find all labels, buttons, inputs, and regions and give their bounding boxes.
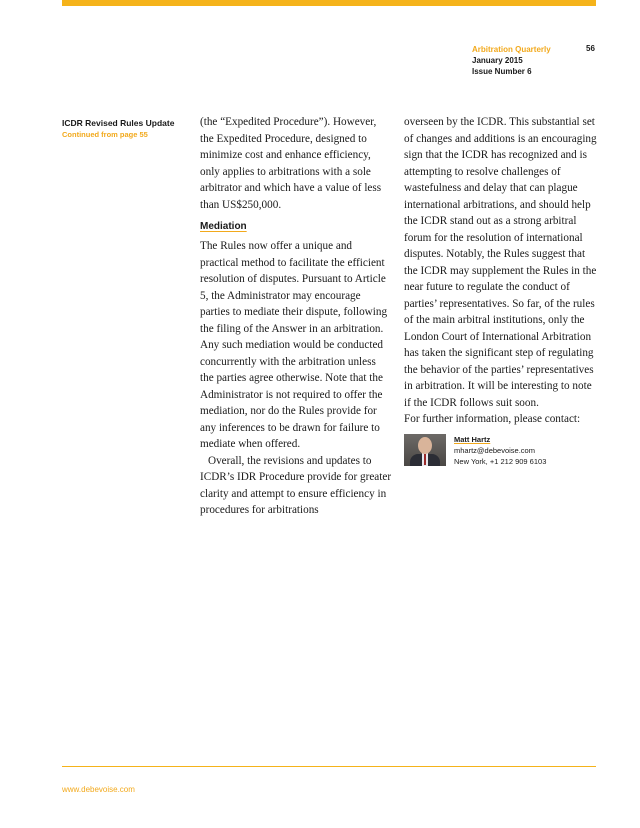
publication-title: Arbitration Quarterly bbox=[472, 45, 551, 54]
section-heading-mediation: Mediation bbox=[200, 221, 247, 232]
contact-phone: New York, +1 212 909 6103 bbox=[454, 456, 547, 466]
continued-from-link[interactable]: Continued from page 55 bbox=[62, 130, 148, 139]
issue-number: Issue Number 6 bbox=[472, 67, 532, 76]
body-column-right bbox=[404, 114, 600, 467]
top-accent-bar bbox=[62, 0, 596, 6]
paragraph: Overall, the revisions and updates to ICDR’s IDR Procedure provide for greater clarity and attempt to ensure efficiency in procedures for arbitrations bbox=[200, 454, 392, 516]
issue-header bbox=[472, 44, 551, 77]
paragraph: (the “Expedited Procedure”). However, the Expedited Procedure, designed to minimize cost and enhance efficiency, only applies to arbitrations with a sole arbitrator and which have a value of less than US$250,000. bbox=[200, 116, 382, 211]
article-title: ICDR Revised Rules Update bbox=[62, 118, 175, 128]
issue-date: January 2015 bbox=[472, 56, 523, 65]
paragraph: The Rules now offer a unique and practical method to facilitate the efficient resolution of disputes. Pursuant to Article 5, the Administrator may encourage parties to mediate their dispute, following the filing of the Answer in an arbitration. Any such mediation would be conducted concurrently with the arbitration unless the parties agree otherwise. Note that the Administrator is not required to offer the mediation, nor do the Rules provide for any inferences to be drawn for failure to mediate when offered. bbox=[200, 240, 388, 450]
contact-intro: For further information, please contact: bbox=[404, 413, 581, 425]
contact-details bbox=[454, 434, 546, 467]
contact-email[interactable]: mhartz@debevoise.com bbox=[454, 445, 535, 455]
contact-name[interactable]: Matt Hartz bbox=[454, 434, 491, 444]
paragraph: overseen by the ICDR. This substantial set of changes and additions is an encouraging sign that the ICDR has recognized and is attempting to resolve challenges of wastefulness and delay that can plague international arbitrations, and should help the ICDR stand out as a strong arbitral forum for the resolution of international disputes. Notably, the Rules suggest that the ICDR may supplement the Rules in the near future to regulate the conduct of parties’ representatives. So far, of the rules of the main arbitral institutions, only the London Court of International Arbitration has taken the significant step of regulating the behavior of the parties’ representatives in arbitration. It will be interesting to note if the ICDR follows suit soon. bbox=[404, 116, 597, 409]
article-sidebar bbox=[62, 118, 192, 141]
body-column-left bbox=[200, 114, 392, 519]
contact-photo bbox=[404, 434, 446, 466]
footer-website-link[interactable]: www.debevoise.com bbox=[62, 785, 135, 794]
page-number: 56 bbox=[586, 44, 595, 53]
contact-card bbox=[404, 434, 600, 467]
footer-divider bbox=[62, 766, 596, 767]
